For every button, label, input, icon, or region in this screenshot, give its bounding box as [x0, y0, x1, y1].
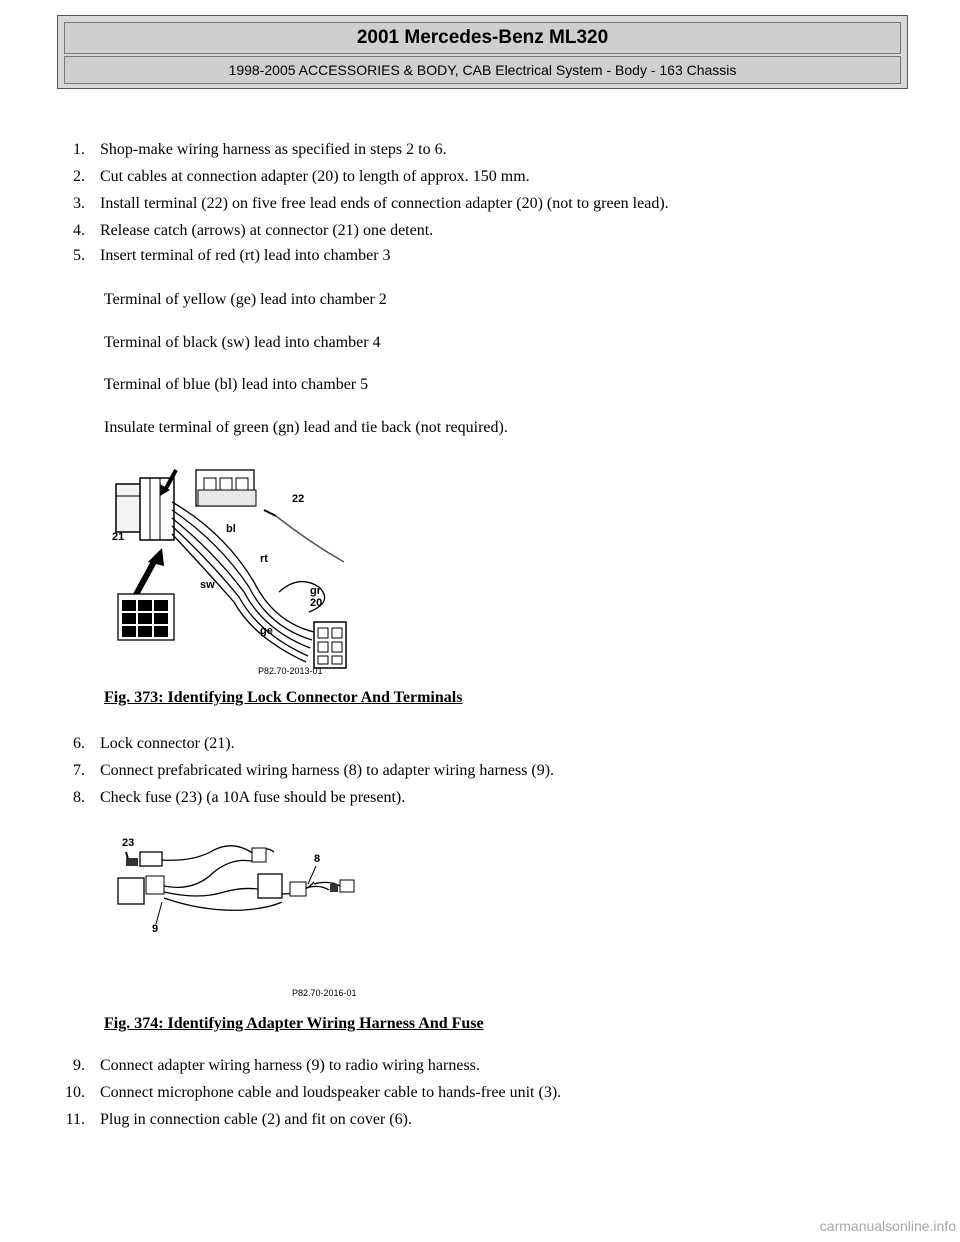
label-rt: rt	[260, 553, 268, 565]
header-subtitle: 1998-2005 ACCESSORIES & BODY, CAB Electrical System - Body - 163 Chassis	[64, 56, 901, 84]
label-22: 22	[292, 493, 305, 505]
label-9: 9	[152, 923, 159, 935]
figure-caption: Fig. 373: Identifying Lock Connector And Terminals	[104, 689, 463, 706]
label-sw: sw	[200, 579, 215, 591]
step5-detail: Terminal of blue (bl) lead into chamber 5	[104, 376, 369, 393]
watermark: carmanualsonline.info	[819, 1218, 956, 1234]
figure-373-connector-diagram	[104, 462, 374, 678]
label-gr: gr	[310, 585, 321, 597]
step5-detail: Terminal of black (sw) lead into chamber 4	[104, 334, 381, 351]
figure-374-harness-diagram	[104, 832, 374, 1002]
page-header	[57, 15, 908, 89]
label-ge: ge	[260, 625, 273, 637]
label-21: 21	[112, 531, 125, 543]
figure-code: P82.70-2013-01	[258, 666, 323, 676]
step5-detail: Insulate terminal of green (gn) lead and tie back (not required).	[104, 419, 508, 436]
header-title: 2001 Mercedes-Benz ML320	[64, 22, 901, 54]
label-8: 8	[314, 853, 321, 865]
label-23: 23	[122, 837, 135, 849]
step5-detail: Terminal of yellow (ge) lead into chamber 2	[104, 291, 387, 308]
figure-code: P82.70-2016-01	[292, 988, 357, 998]
figure-caption: Fig. 374: Identifying Adapter Wiring Harness And Fuse	[104, 1015, 484, 1032]
label-20: 20	[310, 597, 323, 609]
label-bl: bl	[226, 523, 236, 535]
